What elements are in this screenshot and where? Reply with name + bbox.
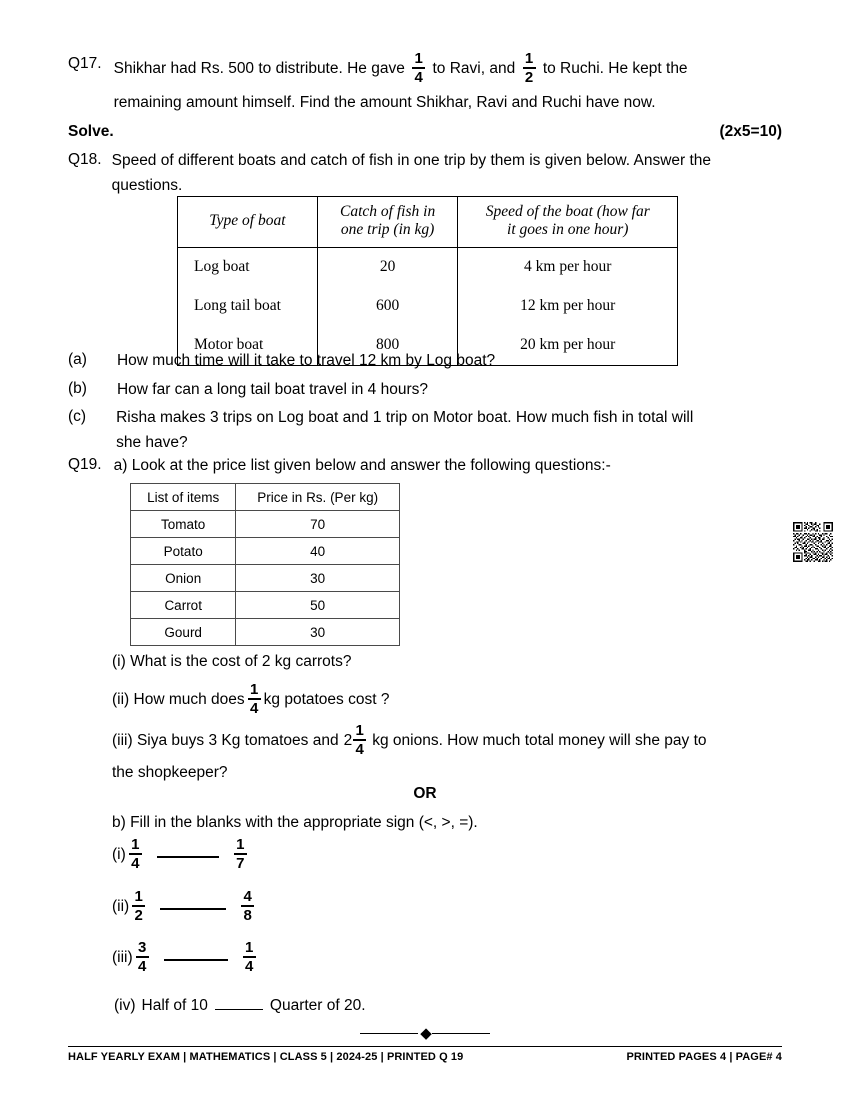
fill-blank-iv-text-after: Quarter of 20. — [269, 997, 366, 1014]
fill-blank-i-answer-space[interactable] — [157, 856, 219, 858]
boat-name-cell: Long tail boat — [178, 287, 318, 326]
solve-marks: (2x5=10) — [719, 123, 782, 140]
fill-blank-iii-left-num: 3 — [137, 939, 147, 956]
price-table-header-price: Price in Rs. (Per kg) — [236, 484, 400, 511]
question-17-body — [114, 52, 774, 115]
question-19 — [68, 453, 782, 478]
qr-code — [793, 522, 833, 562]
part-c-line-2: she have? — [116, 434, 188, 452]
fill-blank-i-right-fraction — [234, 837, 247, 871]
question-18-label: Q18. — [68, 151, 102, 168]
fill-blank-iv-answer-space[interactable] — [215, 1009, 263, 1010]
price-value-cell: 30 — [236, 565, 400, 592]
qr-code-icon — [793, 522, 833, 562]
part-c-label: (c) — [68, 408, 87, 425]
sub-ii-denominator: 4 — [249, 700, 259, 717]
price-value-cell: 50 — [236, 592, 400, 619]
fill-blank-ii-left-den: 2 — [134, 907, 143, 924]
fill-blank-ii — [112, 890, 257, 924]
fill-blank-ii-right-den: 8 — [243, 907, 252, 924]
q17-text-2: to Ravi, and — [432, 60, 516, 78]
fill-blank-ii-right-fraction — [241, 889, 254, 923]
fill-blank-i-left-den: 4 — [131, 855, 140, 872]
ornament-line-left — [360, 1033, 418, 1034]
price-list-table — [130, 483, 400, 646]
q17-f2-denominator: 2 — [524, 69, 534, 86]
price-item-cell: Carrot — [131, 592, 236, 619]
sub-iii-text-before: (iii) Siya buys 3 Kg tomatoes and — [112, 732, 339, 750]
fill-blank-ii-right-num: 4 — [243, 888, 252, 905]
sub-i-text: (i) What is the cost of 2 kg carrots? — [112, 653, 352, 670]
q17-fraction-one-half — [523, 51, 536, 85]
fill-blank-ii-left-fraction — [132, 889, 145, 923]
price-item-cell: Gourd — [131, 619, 236, 646]
question-19-intro: a) Look at the price list given below and answer the following questions:- — [113, 457, 611, 474]
fill-blank-iii-right-fraction — [243, 940, 256, 974]
price-item-cell: Tomato — [131, 511, 236, 538]
sub-iii-numerator: 1 — [355, 722, 364, 739]
boat-table-header-type: Type of boat — [178, 197, 318, 248]
fill-blank-iv-label: (iv) — [114, 997, 136, 1014]
boat-catch-cell: 800 — [317, 326, 458, 366]
sub-iii-denominator: 4 — [355, 741, 364, 758]
price-table-header-items: List of items — [131, 484, 236, 511]
question-19-sub-iii — [112, 724, 802, 758]
sub-iii-text-after: kg onions. How much total money will she pay to — [372, 732, 707, 750]
price-item-cell: Potato — [131, 538, 236, 565]
q17-f2-numerator: 1 — [524, 50, 534, 67]
part-b-label: (b) — [68, 380, 87, 397]
section-end-ornament — [0, 1026, 850, 1041]
page-footer — [68, 1051, 782, 1063]
boat-table-header-speed: Speed of the boat (how far it goes in one hour) — [458, 197, 678, 248]
fill-blank-iii-left-fraction — [136, 940, 149, 974]
sub-ii-fraction — [248, 682, 261, 716]
or-label: OR — [413, 785, 437, 802]
question-17-label: Q17. — [68, 55, 102, 72]
fill-blank-iii-answer-space[interactable] — [164, 959, 228, 961]
fill-blank-iv — [114, 993, 366, 1018]
q17-f1-denominator: 4 — [414, 69, 423, 86]
part-a-label: (a) — [68, 351, 87, 368]
q17-line-2: remaining amount himself. Find the amount Shikhar, Ravi and Ruchi have now. — [113, 94, 656, 111]
question-18-body — [112, 148, 774, 198]
fill-blank-ii-answer-space[interactable] — [160, 908, 226, 910]
footer-page-info: PRINTED PAGES 4 | PAGE# 4 — [626, 1051, 782, 1063]
boat-table-header-catch: Catch of fish in one trip (in kg) — [317, 197, 458, 248]
table-row — [131, 538, 400, 565]
question-19-part-b-intro — [112, 810, 802, 835]
part-b-intro-text: b) Fill in the blanks with the appropriate sign (<, >, =). — [112, 814, 478, 831]
table-row — [131, 565, 400, 592]
question-19-sub-ii — [112, 683, 802, 717]
fill-blank-ii-label: (ii) — [112, 898, 130, 916]
fill-blank-iii-right-den: 4 — [244, 958, 254, 975]
sub-iii-fraction — [353, 723, 366, 757]
boat-speed-cell: 4 km per hour — [524, 258, 612, 276]
boat-data-table — [177, 196, 678, 366]
boat-name-cell: Log boat — [178, 247, 318, 287]
boat-speed-cell: 12 km per hour — [520, 297, 616, 315]
part-c-text — [116, 405, 771, 455]
part-c-line-1: Risha makes 3 trips on Log boat and 1 trip on Motor boat. How much fish in total will — [116, 409, 694, 426]
sub-ii-numerator: 1 — [249, 681, 259, 698]
fill-blank-iii-left-den: 4 — [137, 958, 147, 975]
question-18-part-a — [68, 348, 782, 373]
table-row — [131, 619, 400, 646]
price-table-header-row — [131, 484, 400, 511]
sub-ii-text-after: kg potatoes cost ? — [263, 691, 390, 709]
question-18-part-c — [68, 405, 782, 455]
fill-blank-iv-text-before: Half of 10 — [141, 997, 208, 1014]
fill-blank-i — [112, 838, 250, 872]
solve-label: Solve. — [68, 123, 114, 140]
question-18-part-b — [68, 377, 782, 402]
q17-text-1: Shikhar had Rs. 500 to distribute. He gave — [113, 60, 405, 78]
q17-text-3: to Ruchi. He kept the — [542, 60, 688, 78]
price-value-cell: 70 — [236, 511, 400, 538]
boat-name-cell: Motor boat — [178, 326, 318, 366]
question-17 — [68, 52, 782, 115]
or-separator — [0, 782, 850, 806]
fill-blank-i-right-num: 1 — [236, 836, 245, 853]
fill-blank-iii-right-num: 1 — [244, 939, 254, 956]
boat-catch-cell: 600 — [317, 287, 458, 326]
fill-blank-iii-label: (iii) — [112, 949, 133, 967]
solve-heading-row — [68, 120, 782, 144]
part-a-text: How much time will it take to travel 12 km by Log boat? — [116, 352, 496, 369]
q18-line-2: questions. — [111, 177, 183, 195]
fill-blank-i-left-num: 1 — [131, 836, 140, 853]
boat-catch-cell: 20 — [317, 247, 458, 287]
fill-blank-ii-left-num: 1 — [134, 888, 143, 905]
q18-line-1: Speed of different boats and catch of fish in one trip by them is given below. Answer the — [111, 152, 712, 169]
boat-table-header-row — [178, 197, 678, 248]
table-row — [178, 247, 678, 287]
question-19-label: Q19. — [68, 456, 102, 473]
fill-blank-i-label: (i) — [112, 846, 126, 864]
question-19-sub-i — [112, 649, 802, 674]
boat-speed-cell: 20 km per hour — [520, 336, 616, 354]
q17-fraction-one-quarter — [412, 51, 425, 85]
sub-iii-line-2: the shopkeeper? — [112, 764, 228, 781]
price-value-cell: 40 — [236, 538, 400, 565]
question-18 — [68, 148, 782, 198]
table-row — [131, 592, 400, 619]
fill-blank-i-right-den: 7 — [236, 855, 245, 872]
fill-blank-i-left-fraction — [129, 837, 142, 871]
fill-blank-iii — [112, 941, 259, 975]
sub-ii-text-before: (ii) How much does — [112, 691, 245, 709]
table-row — [131, 511, 400, 538]
table-row — [178, 287, 678, 326]
diamond-icon: ◆ — [420, 1025, 430, 1042]
sub-iii-whole: 2 — [343, 732, 353, 749]
ornament-line-right — [432, 1033, 490, 1034]
price-item-cell: Onion — [131, 565, 236, 592]
footer-divider — [68, 1046, 782, 1047]
part-b-text: How far can a long tail boat travel in 4 hours? — [116, 381, 428, 398]
footer-exam-info: HALF YEARLY EXAM | MATHEMATICS | CLASS 5 | 2024-25 | PRINTED Q 19 — [68, 1051, 464, 1063]
sub-iii-mixed-number — [344, 724, 370, 758]
price-value-cell: 30 — [236, 619, 400, 646]
q17-f1-numerator: 1 — [414, 50, 423, 67]
